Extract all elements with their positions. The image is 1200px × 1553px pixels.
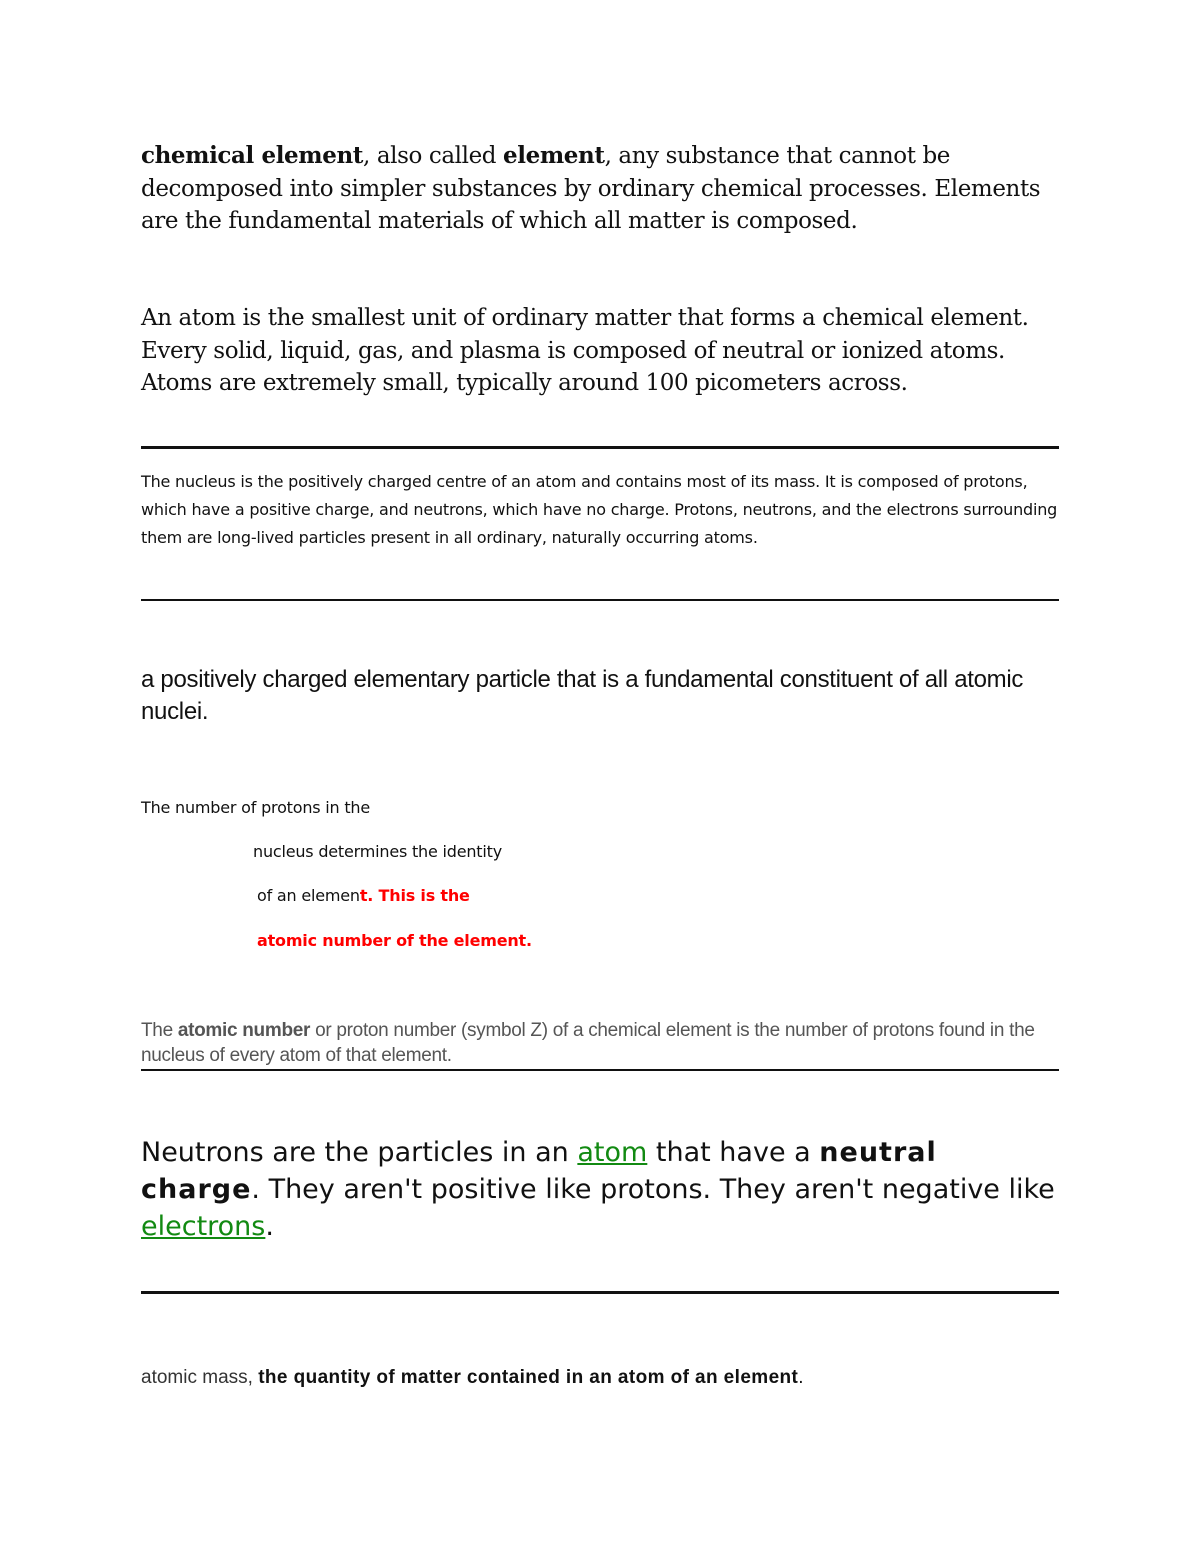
identity-line-3 bbox=[257, 882, 470, 910]
text-fragment: The bbox=[141, 1020, 178, 1041]
paragraph-proton-definition: a positively charged elementary particle that is a fundamental constituent of all atomic nuclei. bbox=[141, 666, 1024, 725]
text-fragment: Neutrons are the particles in an bbox=[141, 1137, 578, 1168]
text-fragment: . bbox=[265, 1211, 274, 1242]
paragraph-atomic-number bbox=[141, 1018, 1061, 1068]
term-element: element bbox=[503, 142, 605, 169]
text-fragment: . They aren't positive like protons. They aren't negative like bbox=[251, 1174, 1055, 1205]
paragraph-nucleus: The nucleus is the positively charged centre of an atom and contains most of its mass. It is composed of protons, which have a positive charge, and neutrons, which have no charge. Protons, neutrons, and the electrons surrounding them are long-lived particles present in all ordinary, naturally occurring atoms. bbox=[141, 472, 1058, 547]
divider bbox=[141, 446, 1059, 449]
term-neutral-charge: neutral charge bbox=[141, 1137, 937, 1205]
paragraph-atomic-mass bbox=[141, 1365, 1061, 1391]
identity-line-1: The number of protons in the bbox=[141, 798, 371, 817]
divider bbox=[141, 1291, 1059, 1294]
text-fragment: atomic mass, bbox=[141, 1367, 259, 1388]
term-chemical-element: chemical element bbox=[141, 142, 364, 169]
identity-line-4: atomic number of the element. bbox=[257, 931, 532, 950]
electrons-link[interactable]: electrons bbox=[141, 1211, 266, 1242]
paragraph-neutrons bbox=[141, 1134, 1061, 1245]
atom-link[interactable]: atom bbox=[577, 1137, 648, 1168]
term-atomic-number: atomic number bbox=[177, 1020, 311, 1041]
text-fragment: of an elemen bbox=[257, 886, 360, 905]
highlight-text: t. This is the bbox=[359, 886, 470, 905]
text-fragment: that have a bbox=[647, 1137, 820, 1168]
text-fragment: . bbox=[798, 1367, 804, 1388]
text-fragment: , any substance that cannot be decomposed into simpler substances by ordinary chemical processes. Elements are the fundamental materials of which all matter is composed. bbox=[141, 143, 1041, 234]
paragraph-chemical-element bbox=[141, 140, 1061, 238]
identity-line-2: nucleus determines the identity bbox=[253, 842, 502, 861]
divider bbox=[141, 599, 1059, 601]
text-fragment: or proton number (symbol Z) of a chemical element is the number of protons found in the nucleus of every atom of that element. bbox=[141, 1020, 1035, 1066]
text-fragment: , also called bbox=[363, 143, 504, 169]
divider bbox=[141, 1069, 1059, 1071]
term-atomic-mass-definition: the quantity of matter contained in an atom of an element bbox=[258, 1367, 799, 1388]
paragraph-atom: An atom is the smallest unit of ordinary matter that forms a chemical element. Every solid, liquid, gas, and plasma is composed of neutral or ionized atoms. Atoms are extremely small, typically around 100 picometers across. bbox=[141, 305, 1029, 396]
